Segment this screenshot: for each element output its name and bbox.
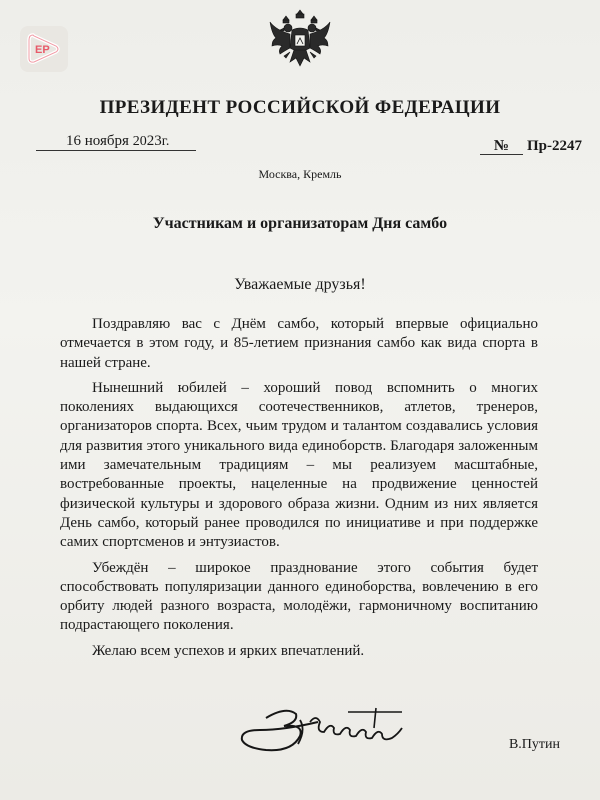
paragraph: Поздравляю вас с Днём самбо, который впервые официально отмечается в этом году, и 85-летием признания самбо как вида спорта в нашей стране. (60, 316, 538, 371)
date-year-mark: г. (161, 134, 170, 149)
date-day-month: 16 ноября (66, 133, 129, 149)
date-year-prefix: 20 (132, 134, 147, 149)
handwritten-signature (226, 700, 446, 764)
header-title: ПРЕЗИДЕНТ РОССИЙСКОЙ ФЕДЕРАЦИИ (99, 97, 501, 118)
signer-name: В.Путин (508, 737, 560, 752)
paragraph: Нынешний юбилей – хороший повод вспомнить о многих поколениях выдающихся соотечественников, атлетов, тренеров, организаторов спорта. Всех, чьим трудом и талантом создавались условия для развития этого уникального вида единоборств. Благодаря заложенным ими замечательным традициям – мы реализуем масштабные, востребованные проекты, нацеленные на продвижение ценностей физической культуры и здорового образа жизни. Одним из них является День самбо, который ранее проводился по инициативе и при поддержке самих спортсменов и энтузиастов. (60, 379, 538, 551)
play-logo-icon (25, 31, 63, 67)
watermark-badge (20, 26, 68, 72)
paragraph: Желаю всем успехов и ярких впечатлений. (92, 642, 365, 659)
document-number (480, 138, 582, 155)
letter-addressee: Участникам и организаторам Дня самбо (152, 215, 448, 232)
document-date (36, 133, 196, 151)
letter-greeting: Уважаемые друзья! (234, 276, 366, 293)
number-value: Пр-2247 (526, 138, 582, 154)
svg-text:ЕР: ЕР (35, 44, 50, 56)
letter-body (60, 315, 538, 667)
paragraph: Убеждён – широкое празднование этого события будет способствовать популяризации данного единоборства, вовлечению в его орбиту людей разного возраста, молодёжи, гармоничному воспитанию подрастающего поколения. (60, 559, 538, 634)
document-place: Москва, Кремль (258, 167, 342, 181)
number-prefix: № (480, 138, 523, 155)
date-year-suffix: 23 (146, 133, 162, 149)
double-headed-eagle-icon (266, 4, 334, 76)
